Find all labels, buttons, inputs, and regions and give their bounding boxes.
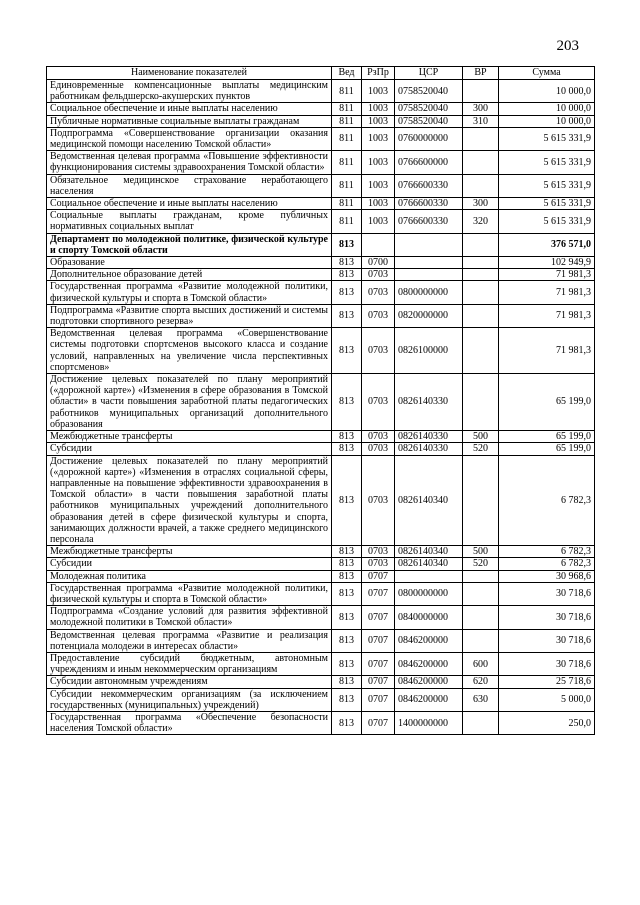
cell-sum: 71 981,3 [499, 304, 595, 327]
cell-ved: 811 [332, 115, 362, 127]
column-header-ved: Вед [332, 67, 362, 80]
cell-vr: 630 [463, 688, 499, 711]
cell-name: Молодежная политика [47, 570, 332, 582]
table-row [47, 328, 595, 374]
cell-sum: 30 718,6 [499, 652, 595, 675]
cell-ved: 813 [332, 711, 362, 734]
table-row [47, 606, 595, 629]
table-row [47, 374, 595, 431]
cell-name: Дополнительное образование детей [47, 269, 332, 281]
cell-ved: 811 [332, 210, 362, 233]
table-row [47, 269, 595, 281]
cell-vr [463, 570, 499, 582]
cell-csr: 1400000000 [395, 711, 463, 734]
cell-rzpr: 0707 [362, 629, 395, 652]
cell-ved: 813 [332, 233, 362, 256]
cell-name: Предоставление субсидий бюджетным, автономным учреждениям и иным некоммерческим организациям [47, 652, 332, 675]
table-row [47, 629, 595, 652]
table-row [47, 443, 595, 455]
table-row [47, 304, 595, 327]
table-row [47, 455, 595, 546]
cell-name: Подпрограмма «Создание условий для развития эффективной молодежной политики в Томской области» [47, 606, 332, 629]
table-row [47, 676, 595, 688]
cell-csr: 0766600330 [395, 174, 463, 197]
cell-csr: 0766600000 [395, 151, 463, 174]
cell-rzpr: 1003 [362, 210, 395, 233]
table-row [47, 652, 595, 675]
cell-sum: 5 615 331,9 [499, 174, 595, 197]
cell-csr: 0758520040 [395, 80, 463, 103]
cell-ved: 813 [332, 455, 362, 546]
cell-rzpr: 0707 [362, 570, 395, 582]
cell-csr: 0826140330 [395, 443, 463, 455]
cell-rzpr: 0703 [362, 281, 395, 304]
cell-name: Субсидии [47, 443, 332, 455]
cell-name: Подпрограмма «Развитие спорта высших достижений и системы подготовки спортивного резерва» [47, 304, 332, 327]
cell-rzpr: 1003 [362, 198, 395, 210]
cell-vr [463, 257, 499, 269]
cell-name: Ведомственная целевая программа «Повышение эффективности функционирования системы здравоохранения Томской области» [47, 151, 332, 174]
column-header-sum: Сумма [499, 67, 595, 80]
cell-sum: 5 615 331,9 [499, 127, 595, 150]
table-row [47, 281, 595, 304]
cell-name: Достижение целевых показателей по плану мероприятий («дорожной карте») «Изменения в отраслях социальной сферы, направленные на повышение эффективности здравоохранения в Томской области» в части повышения заработной платы работников муниципальных учреждений дополнительного образования детей в сфере физической культуры и спорта, занимающих должности врачей, а также среднего медицинского персонала [47, 455, 332, 546]
cell-name: Ведомственная целевая программа «Совершенствование системы подготовки спортсменов высокого класса и создание условий, направленных на увеличение числа перспективных спортсменов» [47, 328, 332, 374]
cell-ved: 813 [332, 328, 362, 374]
cell-vr [463, 80, 499, 103]
cell-name: Образование [47, 257, 332, 269]
table-row [47, 198, 595, 210]
cell-vr [463, 455, 499, 546]
cell-ved: 811 [332, 198, 362, 210]
cell-rzpr: 0703 [362, 431, 395, 443]
cell-sum: 30 718,6 [499, 582, 595, 605]
cell-sum: 102 949,9 [499, 257, 595, 269]
cell-name: Единовременные компенсационные выплаты медицинским работникам фельдшерско-акушерских пунктов [47, 80, 332, 103]
cell-ved: 813 [332, 443, 362, 455]
cell-rzpr: 0703 [362, 558, 395, 570]
cell-csr: 0826140340 [395, 558, 463, 570]
cell-sum: 65 199,0 [499, 431, 595, 443]
cell-vr [463, 629, 499, 652]
cell-name: Государственная программа «Развитие молодежной политики, физической культуры и спорта в Томской области» [47, 582, 332, 605]
table-row [47, 103, 595, 115]
cell-ved: 813 [332, 304, 362, 327]
cell-sum: 5 615 331,9 [499, 198, 595, 210]
cell-vr: 620 [463, 676, 499, 688]
cell-ved: 813 [332, 269, 362, 281]
cell-csr: 0846200000 [395, 688, 463, 711]
cell-csr [395, 257, 463, 269]
cell-rzpr: 0707 [362, 688, 395, 711]
cell-rzpr: 0703 [362, 304, 395, 327]
cell-name: Ведомственная целевая программа «Развитие и реализация потенциала молодежи в интересах области» [47, 629, 332, 652]
cell-name: Субсидии автономным учреждениям [47, 676, 332, 688]
cell-ved: 813 [332, 546, 362, 558]
cell-vr: 500 [463, 546, 499, 558]
table-row [47, 115, 595, 127]
cell-rzpr: 0707 [362, 582, 395, 605]
cell-ved: 813 [332, 688, 362, 711]
page-number: 203 [556, 38, 579, 54]
cell-vr [463, 582, 499, 605]
cell-name: Социальное обеспечение и иные выплаты населению [47, 198, 332, 210]
cell-rzpr: 1003 [362, 115, 395, 127]
cell-sum: 30 718,6 [499, 629, 595, 652]
table-row [47, 233, 595, 256]
table-row [47, 688, 595, 711]
cell-ved: 813 [332, 374, 362, 431]
cell-csr: 0766600330 [395, 198, 463, 210]
cell-rzpr: 0700 [362, 257, 395, 269]
cell-ved: 813 [332, 652, 362, 675]
cell-name: Межбюджетные трансферты [47, 546, 332, 558]
cell-name: Социальное обеспечение и иные выплаты населению [47, 103, 332, 115]
cell-csr: 0826100000 [395, 328, 463, 374]
table-row [47, 431, 595, 443]
cell-sum: 30 718,6 [499, 606, 595, 629]
cell-sum: 10 000,0 [499, 115, 595, 127]
cell-sum: 6 782,3 [499, 558, 595, 570]
cell-csr: 0766600330 [395, 210, 463, 233]
cell-sum: 5 000,0 [499, 688, 595, 711]
cell-sum: 25 718,6 [499, 676, 595, 688]
cell-name: Подпрограмма «Совершенствование организации оказания медицинской помощи населению Томской области» [47, 127, 332, 150]
cell-ved: 813 [332, 606, 362, 629]
table-row [47, 582, 595, 605]
cell-sum: 71 981,3 [499, 328, 595, 374]
cell-sum: 250,0 [499, 711, 595, 734]
column-header-csr: ЦСР [395, 67, 463, 80]
cell-ved: 811 [332, 151, 362, 174]
cell-csr: 0826140340 [395, 546, 463, 558]
cell-vr [463, 127, 499, 150]
cell-csr: 0846200000 [395, 652, 463, 675]
column-header-name: Наименование показателей [47, 67, 332, 80]
cell-ved: 813 [332, 582, 362, 605]
cell-vr: 300 [463, 198, 499, 210]
cell-name: Межбюджетные трансферты [47, 431, 332, 443]
cell-rzpr: 0703 [362, 443, 395, 455]
cell-rzpr: 1003 [362, 103, 395, 115]
cell-vr: 520 [463, 443, 499, 455]
cell-sum: 10 000,0 [499, 80, 595, 103]
cell-sum: 5 615 331,9 [499, 151, 595, 174]
cell-csr: 0800000000 [395, 281, 463, 304]
table-row [47, 210, 595, 233]
cell-rzpr: 0707 [362, 711, 395, 734]
cell-csr: 0840000000 [395, 606, 463, 629]
budget-table [46, 66, 595, 735]
cell-vr [463, 711, 499, 734]
cell-ved: 813 [332, 257, 362, 269]
cell-vr: 600 [463, 652, 499, 675]
cell-vr [463, 304, 499, 327]
cell-sum: 5 615 331,9 [499, 210, 595, 233]
cell-vr [463, 281, 499, 304]
table-row [47, 80, 595, 103]
cell-name: Государственная программа «Обеспечение безопасности населения Томской области» [47, 711, 332, 734]
cell-name: Департамент по молодежной политике, физической культуре и спорту Томской области [47, 233, 332, 256]
table-row [47, 151, 595, 174]
table-row [47, 546, 595, 558]
cell-rzpr: 0703 [362, 546, 395, 558]
cell-rzpr [362, 233, 395, 256]
cell-csr: 0846200000 [395, 676, 463, 688]
cell-vr [463, 233, 499, 256]
cell-ved: 813 [332, 281, 362, 304]
cell-name: Социальные выплаты гражданам, кроме публичных нормативных социальных выплат [47, 210, 332, 233]
cell-sum: 65 199,0 [499, 443, 595, 455]
cell-csr: 0826140330 [395, 431, 463, 443]
cell-ved: 811 [332, 127, 362, 150]
cell-name: Субсидии некоммерческим организациям (за исключением государственных (муниципальных) учреждений) [47, 688, 332, 711]
cell-csr: 0820000000 [395, 304, 463, 327]
cell-rzpr: 1003 [362, 151, 395, 174]
cell-name: Государственная программа «Развитие молодежной политики, физической культуры и спорта в Томской области» [47, 281, 332, 304]
cell-rzpr: 1003 [362, 80, 395, 103]
cell-vr: 310 [463, 115, 499, 127]
cell-csr [395, 233, 463, 256]
cell-ved: 811 [332, 103, 362, 115]
table-row [47, 558, 595, 570]
cell-rzpr: 0703 [362, 374, 395, 431]
column-header-vr: ВР [463, 67, 499, 80]
cell-rzpr: 0703 [362, 269, 395, 281]
cell-sum: 65 199,0 [499, 374, 595, 431]
cell-vr [463, 606, 499, 629]
table-row [47, 257, 595, 269]
cell-csr: 0758520040 [395, 103, 463, 115]
cell-vr [463, 374, 499, 431]
cell-csr: 0758520040 [395, 115, 463, 127]
table-header-row [47, 67, 595, 80]
cell-ved: 813 [332, 431, 362, 443]
cell-ved: 811 [332, 80, 362, 103]
cell-ved: 813 [332, 676, 362, 688]
cell-csr [395, 570, 463, 582]
cell-vr [463, 269, 499, 281]
cell-sum: 71 981,3 [499, 281, 595, 304]
cell-sum: 376 571,0 [499, 233, 595, 256]
cell-sum: 6 782,3 [499, 546, 595, 558]
cell-name: Публичные нормативные социальные выплаты гражданам [47, 115, 332, 127]
cell-sum: 71 981,3 [499, 269, 595, 281]
cell-vr: 500 [463, 431, 499, 443]
column-header-rzpr: РзПр [362, 67, 395, 80]
cell-ved: 813 [332, 629, 362, 652]
cell-csr [395, 269, 463, 281]
table-row [47, 570, 595, 582]
cell-rzpr: 0707 [362, 652, 395, 675]
cell-vr: 300 [463, 103, 499, 115]
cell-name: Обязательное медицинское страхование неработающего населения [47, 174, 332, 197]
cell-vr [463, 151, 499, 174]
cell-ved: 813 [332, 570, 362, 582]
cell-csr: 0826140330 [395, 374, 463, 431]
table-row [47, 174, 595, 197]
cell-rzpr: 0707 [362, 676, 395, 688]
table-row [47, 127, 595, 150]
cell-vr [463, 328, 499, 374]
cell-ved: 811 [332, 174, 362, 197]
cell-sum: 6 782,3 [499, 455, 595, 546]
cell-sum: 30 968,6 [499, 570, 595, 582]
cell-csr: 0846200000 [395, 629, 463, 652]
table-body [47, 80, 595, 735]
cell-csr: 0760000000 [395, 127, 463, 150]
cell-vr: 320 [463, 210, 499, 233]
cell-rzpr: 1003 [362, 127, 395, 150]
cell-csr: 0800000000 [395, 582, 463, 605]
cell-rzpr: 0707 [362, 606, 395, 629]
cell-vr [463, 174, 499, 197]
cell-ved: 813 [332, 558, 362, 570]
cell-name: Достижение целевых показателей по плану мероприятий («дорожной карте») «Изменения в сфере образования в Томской области» в части повышения заработной платы педагогических работников муниципальных организаций дополнительного образования [47, 374, 332, 431]
table-row [47, 711, 595, 734]
cell-sum: 10 000,0 [499, 103, 595, 115]
cell-name: Субсидии [47, 558, 332, 570]
cell-rzpr: 0703 [362, 328, 395, 374]
cell-vr: 520 [463, 558, 499, 570]
cell-rzpr: 0703 [362, 455, 395, 546]
cell-rzpr: 1003 [362, 174, 395, 197]
cell-csr: 0826140340 [395, 455, 463, 546]
